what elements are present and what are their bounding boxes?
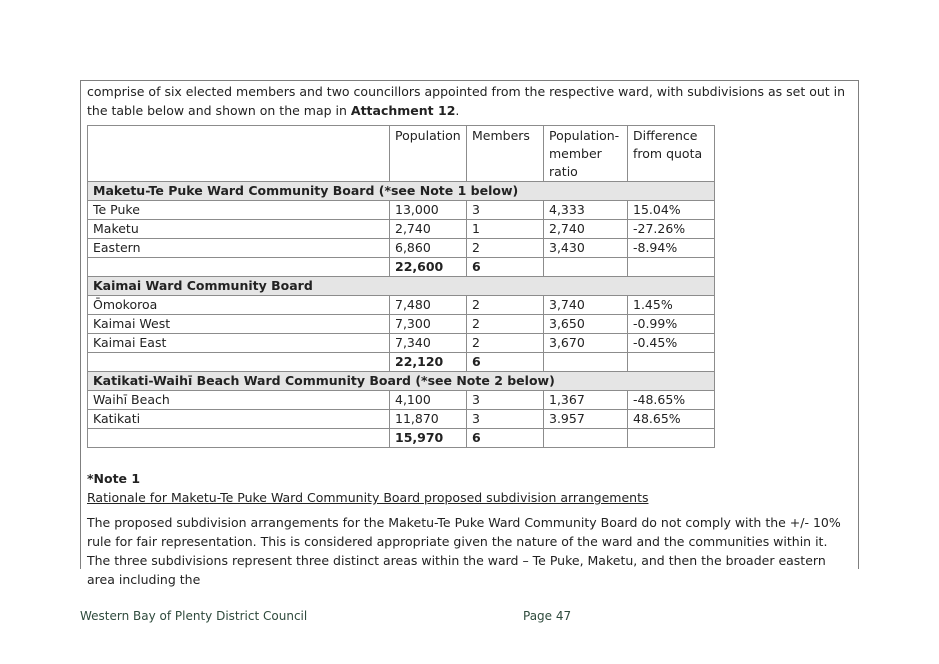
table-cell: Katikati [88, 410, 390, 429]
table-cell: 3,430 [544, 239, 628, 258]
column-header: Difference from quota [628, 126, 715, 182]
total-cell [88, 258, 390, 277]
table-cell: 2 [467, 239, 544, 258]
table-row [88, 391, 715, 410]
table-cell: 2,740 [544, 220, 628, 239]
total-row [88, 353, 715, 372]
table-row [88, 315, 715, 334]
total-cell [88, 353, 390, 372]
table-cell: Waihī Beach [88, 391, 390, 410]
total-cell: 6 [467, 429, 544, 448]
total-cell: 15,970 [390, 429, 467, 448]
section-title: Katikati-Waihī Beach Ward Community Board (*see Note 2 below) [88, 372, 715, 391]
table-cell: 6,860 [390, 239, 467, 258]
total-row [88, 258, 715, 277]
table-cell: 1 [467, 220, 544, 239]
table-cell: 1.45% [628, 296, 715, 315]
table-row [88, 201, 715, 220]
total-cell: 22,120 [390, 353, 467, 372]
section-header-row [88, 372, 715, 391]
table-row [88, 410, 715, 429]
total-cell [544, 258, 628, 277]
total-row [88, 429, 715, 448]
table-row [88, 220, 715, 239]
table-cell: 7,480 [390, 296, 467, 315]
table-cell: Te Puke [88, 201, 390, 220]
table-cell: 15.04% [628, 201, 715, 220]
table-cell: 2,740 [390, 220, 467, 239]
table-cell: -8.94% [628, 239, 715, 258]
table-row [88, 239, 715, 258]
table-cell: 13,000 [390, 201, 467, 220]
table-cell: 3,670 [544, 334, 628, 353]
document-content [81, 81, 858, 589]
table-cell: Ōmokoroa [88, 296, 390, 315]
table-cell: 3 [467, 410, 544, 429]
attachment-reference: Attachment 12 [350, 103, 456, 118]
note-subtitle: Rationale for Maketu-Te Puke Ward Community Board proposed subdivision arrangements [87, 490, 649, 505]
table-cell: -27.26% [628, 220, 715, 239]
total-cell: 6 [467, 258, 544, 277]
table-cell: 48.65% [628, 410, 715, 429]
total-cell [628, 353, 715, 372]
intro-end: . [455, 103, 460, 118]
note-title: *Note 1 [87, 471, 141, 486]
column-header [88, 126, 390, 182]
total-cell: 22,600 [390, 258, 467, 277]
table-cell: 4,100 [390, 391, 467, 410]
total-cell [544, 429, 628, 448]
total-cell [628, 258, 715, 277]
table-cell: -0.99% [628, 315, 715, 334]
table-cell: 3 [467, 391, 544, 410]
table-cell: 11,870 [390, 410, 467, 429]
table-cell: 3,740 [544, 296, 628, 315]
intro-text: comprise of six elected members and two councillors appointed from the respective ward, with subdivisions as set out in the table below and shown on the map in [87, 84, 846, 118]
intro-paragraph [87, 82, 852, 120]
table-cell: 2 [467, 334, 544, 353]
table-row [88, 334, 715, 353]
total-cell [628, 429, 715, 448]
document-frame [80, 80, 859, 587]
total-cell: 6 [467, 353, 544, 372]
table-cell: 3,650 [544, 315, 628, 334]
column-header: Members [467, 126, 544, 182]
total-cell [88, 429, 390, 448]
table-cell: 1,367 [544, 391, 628, 410]
table-body [88, 126, 715, 448]
table-cell: Kaimai East [88, 334, 390, 353]
table-cell: 2 [467, 315, 544, 334]
table-cell: 4,333 [544, 201, 628, 220]
table-cell: 3 [467, 201, 544, 220]
table-cell: Kaimai West [88, 315, 390, 334]
table-cell: 7,300 [390, 315, 467, 334]
subdivision-table [87, 125, 715, 448]
footer-page-number: Page 47 [523, 609, 572, 623]
table-cell: Maketu [88, 220, 390, 239]
table-row [88, 296, 715, 315]
section-header-row [88, 182, 715, 201]
table-header-row [88, 126, 715, 182]
table-cell: 2 [467, 296, 544, 315]
table-cell: -48.65% [628, 391, 715, 410]
section-title: Maketu-Te Puke Ward Community Board (*see Note 1 below) [88, 182, 715, 201]
note-body: The proposed subdivision arrangements for the Maketu-Te Puke Ward Community Board do not comply with the +/- 10% rule for fair representation. This is considered appropriate given the nature of the ward and the communities within it. The three subdivisions represent three distinct areas within the ward – Te Puke, Maketu, and then the broader eastern area including the [87, 515, 841, 587]
section-title: Kaimai Ward Community Board [88, 277, 715, 296]
section-header-row [88, 277, 715, 296]
total-cell [544, 353, 628, 372]
column-header: Population [390, 126, 467, 182]
footer-organisation: Western Bay of Plenty District Council [80, 609, 308, 623]
table-cell: 7,340 [390, 334, 467, 353]
table-cell: -0.45% [628, 334, 715, 353]
table-cell: 3.957 [544, 410, 628, 429]
table-cell: Eastern [88, 239, 390, 258]
column-header: Population-member ratio [544, 126, 628, 182]
